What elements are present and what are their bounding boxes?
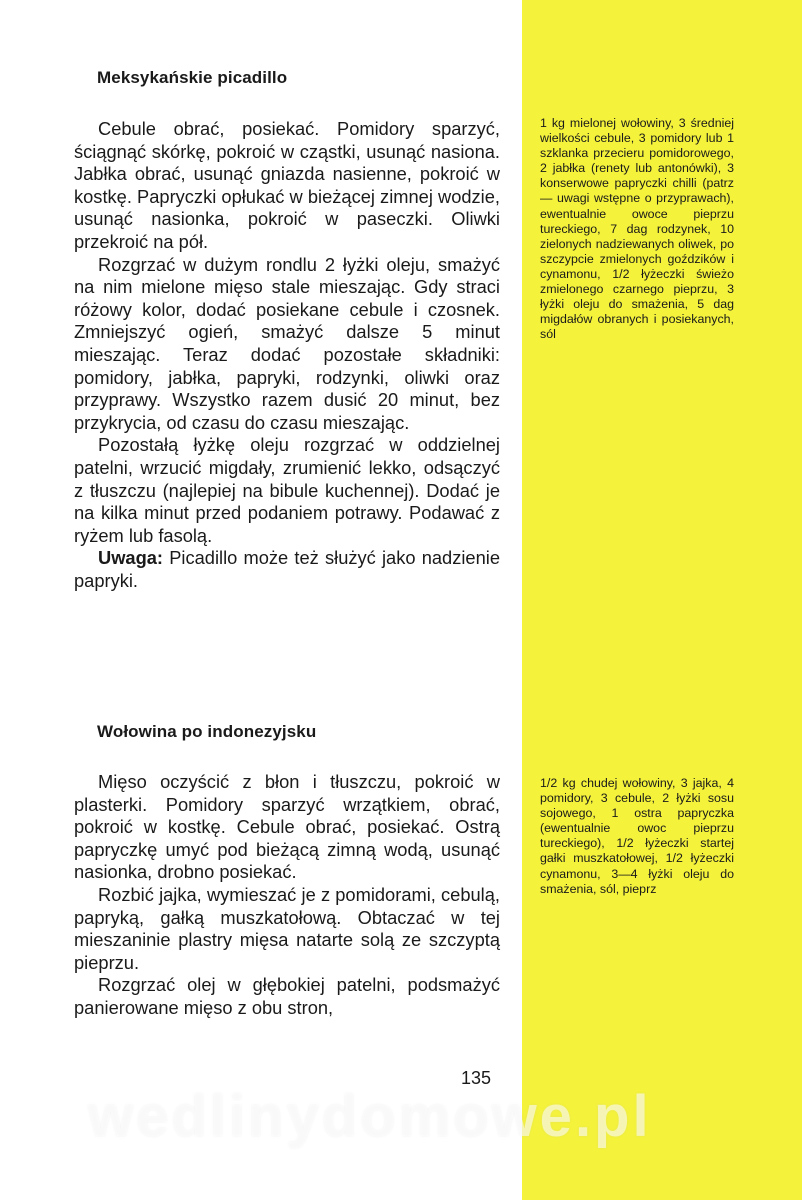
recipe-body-wolowina <box>74 771 500 1020</box>
page-number: 135 <box>461 1068 492 1088</box>
watermark: wedlinydomowe.pl <box>88 1084 652 1149</box>
ingredients-wolowina: 1/2 kg chudej wołowiny, 3 jajka, 4 pomidory, 3 cebule, 2 łyżki sosu sojowego, 1 ostra papryczka (ewentualnie owoc pieprzu tureckiego), 1/2 łyżeczki startej gałki muszkatołowej, 1/2 łyżeczki cynamonu, 3—4 łyżki oleju do smażenia, sól, pieprz <box>540 776 734 896</box>
note-text: Picadillo może też służyć jako nadzienie papryki. <box>74 547 500 591</box>
recipe-paragraph: Cebule obrać, posiekać. Pomidory sparzyć, ściągnąć skórkę, pokroić w cząstki, usunąć nasiona. Jabłka obrać, usunąć gniazda nasienne, pokroić w kostkę. Papryczki opłukać w bieżącej zimnej wodzie, usunąć nasionka, pokroić w paseczki. Oliwki przekroić na pół. <box>74 118 500 252</box>
recipe-paragraph: Rozbić jajka, wymieszać je z pomidorami, cebulą, papryką, gałką muszkatołową. Obtaczać w tej mieszaninie plastry mięsa natarte solą ze szczyptą pieprzu. <box>74 883 500 973</box>
recipe-paragraph: Mięso oczyścić z błon i tłuszczu, pokroić w plasterki. Pomidory sparzyć wrzątkiem, obrać, pokroić w kostkę. Cebule obrać, posiekać. Ostrą papryczkę umyć pod bieżącą zimną wodą, usunąć nasionka, drobno posiekać. <box>74 771 500 883</box>
recipe-paragraph: Rozgrzać w dużym rondlu 2 łyżki oleju, smażyć na nim mielone mięso stale mieszając. Gdy straci różowy kolor, dodać posiekane cebule i czosnek. Zmniejszyć ogień, smażyć dalsze 5 minut mieszając. Teraz dodać pozostałe składniki: pomidory, jabłka, papryki, rodzynki, oliwki oraz przyprawy. Wszystko razem dusić 20 minut, bez przykrycia, od czasu do czasu mieszając. <box>74 253 500 433</box>
recipe-body-picadillo <box>74 118 500 592</box>
recipe-paragraph: Rozgrzać olej w głębokiej patelni, podsmażyć panierowane mięso z obu stron, <box>74 974 500 1018</box>
note-label: Uwaga: <box>98 547 164 569</box>
recipe-title-wolowina: Wołowina po indonezyjsku <box>97 722 317 741</box>
recipe-paragraph: Pozostałą łyżkę oleju rozgrzać w oddzielnej patelni, wrzucić migdały, zrumienić lekko, odsączyć z tłuszczu (najlepiej na bibule kuchennej). Dodać je na kilka minut przed podaniem potrawy. Podawać z ryżem lub fasolą. <box>74 434 500 546</box>
recipe-note <box>74 547 500 592</box>
ingredients-picadillo: 1 kg mielonej wołowiny, 3 średniej wielkości cebule, 3 pomidory lub 1 szklanka przecieru pomidorowego, 2 jabłka (renety lub antonówki), 3 konserwowe papryczki chilli (patrz — uwagi wstępne o przyprawach), ewentualnie owoce pieprzu tureckiego, 7 dag rodzynek, 10 zielonych nadziewanych oliwek, po szczypcie zmielonych goździków i cynamonu, 1/2 łyżeczki świeżo zmielonego czarnego pieprzu, 3 łyżki oleju do smażenia, 5 dag migdałów obranych i posiekanych, sól <box>540 116 734 342</box>
recipe-title-picadillo: Meksykańskie picadillo <box>97 68 288 87</box>
